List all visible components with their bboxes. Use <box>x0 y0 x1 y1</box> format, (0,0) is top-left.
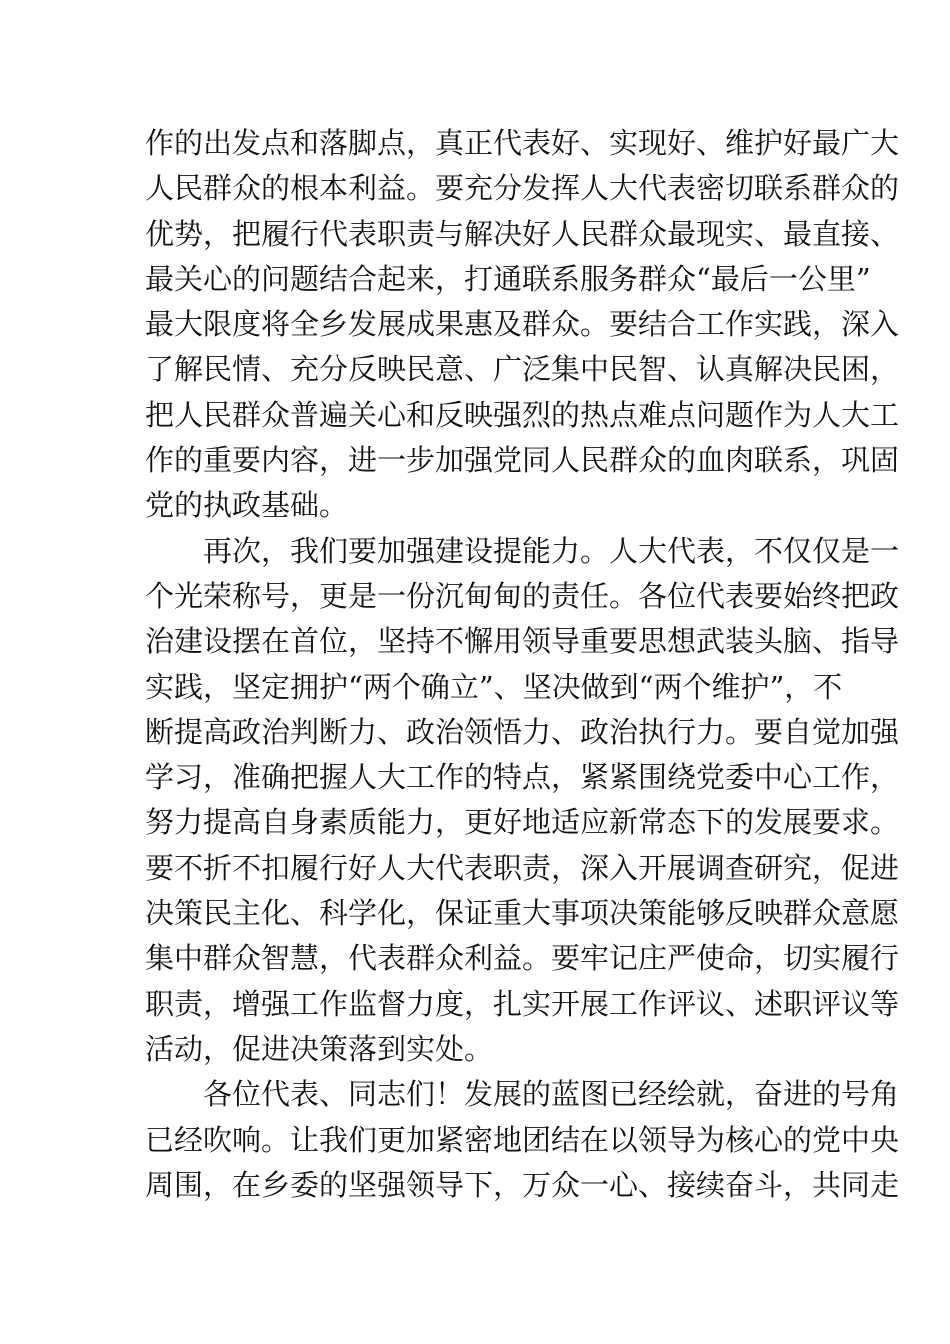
text-line: 实践，坚定拥护“两个确立”、坚决做到“两个维护”，不 <box>145 669 843 704</box>
text-line: 决策民主化、科学化，保证重大事项决策能够反映群众意愿 <box>145 896 900 931</box>
text-line: 集中群众智慧，代表群众利益。要牢记庄严使命，切实履行 <box>145 941 900 976</box>
text-line: 活动，促进决策落到实处。 <box>145 1031 494 1066</box>
text-line: 作的出发点和落脚点，真正代表好、实现好、维护好最广大 <box>145 126 900 160</box>
text-line: 各位代表、同志们！发展的蓝图已经绘就，奋进的号角 <box>203 1077 900 1112</box>
document-page <box>145 121 900 1208</box>
paragraph-1 <box>145 121 900 529</box>
text-line: 已经吹响。让我们更加紧密地团结在以领导为核心的党中央 <box>145 1122 900 1157</box>
text-line: 断提高政治判断力、政治领悟力、政治执行力。要自觉加强 <box>145 714 900 749</box>
text-line: 作的重要内容，进一步加强党同人民群众的血肉联系，巩固 <box>145 443 900 478</box>
text-line: 优势，把履行代表职责与解决好人民群众最现实、最直接、 <box>145 216 900 251</box>
text-line: 人民群众的根本利益。要充分发挥人大代表密切联系群众的 <box>145 171 900 206</box>
text-line: 最关心的问题结合起来，打通联系服务群众“最后一公里” <box>145 261 871 296</box>
text-line: 了解民情、充分反映民意、广泛集中民智、认真解决民困， <box>145 352 900 387</box>
text-line: 再次，我们要加强建设提能力。人大代表，不仅仅是一 <box>203 533 900 568</box>
text-line: 周围，在乡委的坚强领导下，万众一心、接续奋斗，共同走 <box>145 1167 900 1202</box>
text-line: 努力提高自身素质能力，更好地适应新常态下的发展要求。 <box>145 805 900 840</box>
text-line: 学习，准确把握人大工作的特点，紧紧围绕党委中心工作， <box>145 760 900 795</box>
text-line: 把人民群众普遍关心和反映强烈的热点难点问题作为人大工 <box>145 397 900 432</box>
paragraph-3 <box>145 1072 900 1208</box>
text-line: 治建设摆在首位，坚持不懈用领导重要思想武装头脑、指导 <box>145 624 900 659</box>
text-line: 党的执政基础。 <box>145 488 349 523</box>
paragraph-2 <box>145 529 900 1073</box>
text-line: 个光荣称号，更是一份沉甸甸的责任。各位代表要始终把政 <box>145 578 900 613</box>
text-line: 要不折不扣履行好人大代表职责，深入开展调查研究，促进 <box>145 850 900 885</box>
text-line: 职责，增强工作监督力度，扎实开展工作评议、述职评议等 <box>145 986 900 1021</box>
text-line: 最大限度将全乡发展成果惠及群众。要结合工作实践，深入 <box>145 307 900 342</box>
